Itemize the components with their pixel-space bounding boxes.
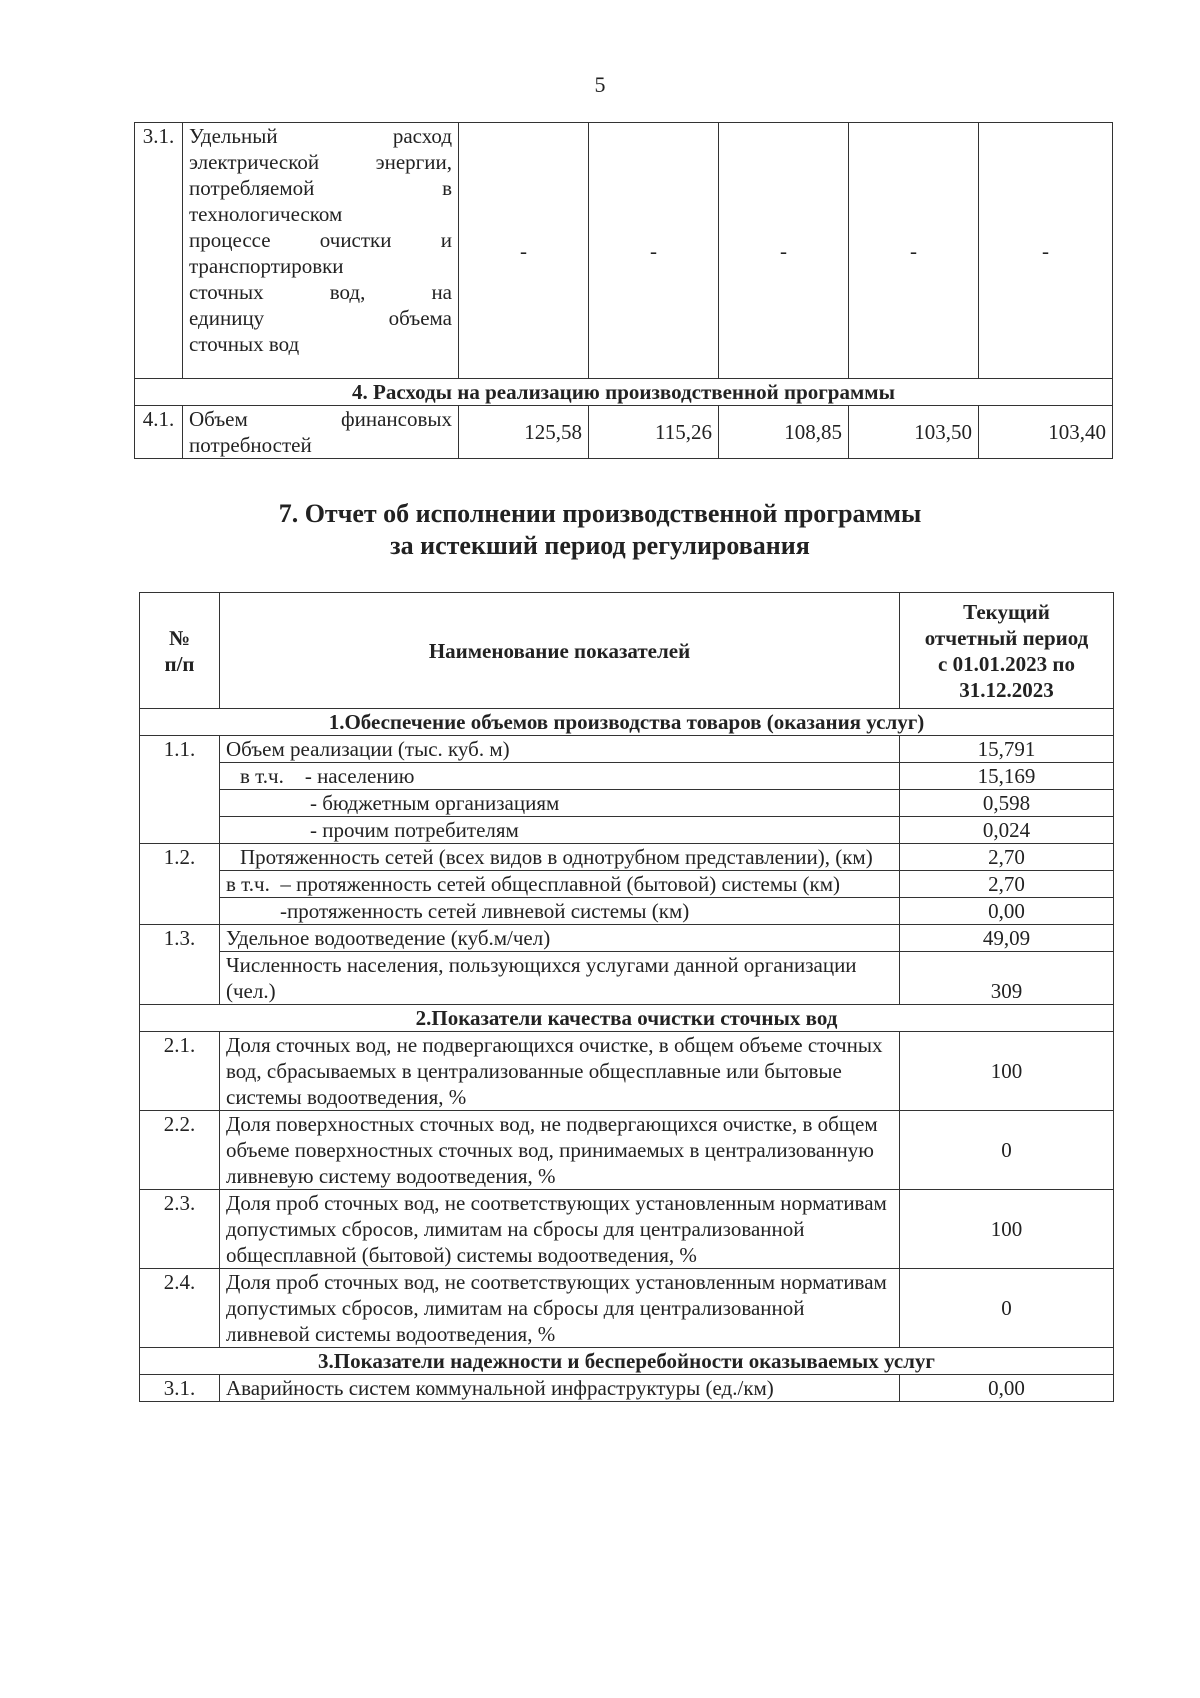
row-number: 4.1.	[135, 406, 183, 459]
value-cell: -	[979, 123, 1113, 379]
table-row	[140, 1269, 1114, 1348]
page-number: 5	[594, 72, 606, 97]
name-line: Объем финансовых	[189, 407, 452, 431]
table-row	[135, 123, 1113, 379]
value-cell: 2,70	[900, 844, 1114, 871]
table-row	[140, 925, 1114, 952]
name-line: потребляемой в	[189, 176, 452, 200]
section-heading: 1.Обеспечение объемов производства товаров (оказания услуг)	[140, 709, 1114, 736]
indicator-name: - прочим потребителям	[220, 817, 900, 844]
value-cell: -	[849, 123, 979, 379]
header-num: № п/п	[140, 593, 220, 709]
indicator-name: Численность населения, пользующихся услугами данной организации (чел.)	[220, 952, 900, 1005]
section-row	[140, 1348, 1114, 1375]
table-row	[140, 871, 1114, 898]
value-cell: 108,85	[719, 406, 849, 459]
table-row	[140, 763, 1114, 790]
value-cell: 103,50	[849, 406, 979, 459]
name-line: электрической энергии,	[189, 150, 452, 174]
table-row	[140, 736, 1114, 763]
value-cell: 0,024	[900, 817, 1114, 844]
value-cell: 125,58	[459, 406, 589, 459]
value-cell: 0,00	[900, 1375, 1114, 1402]
name-line: технологическом	[189, 202, 343, 226]
value-cell: 2,70	[900, 871, 1114, 898]
table-row	[140, 1032, 1114, 1111]
table-row	[140, 790, 1114, 817]
section-row	[140, 1005, 1114, 1032]
report-title	[0, 498, 1200, 562]
value-cell: 0	[900, 1269, 1114, 1348]
name-line: потребностей	[189, 433, 312, 457]
section-heading: 2.Показатели качества очистки сточных вод	[140, 1005, 1114, 1032]
row-number: 1.3.	[140, 925, 220, 1005]
indicator-name: -протяженность сетей ливневой системы (км)	[220, 898, 900, 925]
indicator-name: Протяженность сетей (всех видов в однотрубном представлении), (км)	[220, 844, 900, 871]
table-row	[135, 406, 1113, 459]
indicator-name: в т.ч. – протяженность сетей общесплавной (бытовой) системы (км)	[220, 871, 900, 898]
row-number: 3.1.	[140, 1375, 220, 1402]
indicator-name: в т.ч. - населению	[220, 763, 900, 790]
indicator-name: Аварийность систем коммунальной инфраструктуры (ед./км)	[220, 1375, 900, 1402]
table-row	[140, 1375, 1114, 1402]
table-row	[140, 898, 1114, 925]
header-name: Наименование показателей	[220, 593, 900, 709]
name-line: единицу объема	[189, 306, 452, 330]
row-number: 2.4.	[140, 1269, 220, 1348]
value-cell: -	[589, 123, 719, 379]
name-line: Удельный расход	[189, 124, 452, 148]
row-number: 3.1.	[135, 123, 183, 379]
indicator-name: Объем реализации (тыс. куб. м)	[220, 736, 900, 763]
report-table	[139, 592, 1114, 1402]
name-line: сточных вод	[189, 332, 300, 356]
value-cell: -	[719, 123, 849, 379]
row-number: 2.3.	[140, 1190, 220, 1269]
value-cell: 100	[900, 1190, 1114, 1269]
name-line: процессе очистки и	[189, 228, 452, 252]
value-cell: 15,169	[900, 763, 1114, 790]
indicator-name: Доля проб сточных вод, не соответствующих установленным нормативам допустимых сбросов, лимитам на сбросы для централизованной общесплавной (бытовой) системы водоотведения, %	[220, 1190, 900, 1269]
value-cell: 309	[900, 952, 1114, 1005]
section-row	[135, 379, 1113, 406]
table-row	[140, 1190, 1114, 1269]
title-line: 7. Отчет об исполнении производственной программы	[278, 499, 922, 528]
row-number: 2.1.	[140, 1032, 220, 1111]
value-cell: 100	[900, 1032, 1114, 1111]
value-cell: 0	[900, 1111, 1114, 1190]
indicator-name: Удельное водоотведение (куб.м/чел)	[220, 925, 900, 952]
value-cell: 49,09	[900, 925, 1114, 952]
indicator-name: - бюджетным организациям	[220, 790, 900, 817]
section-heading: 3.Показатели надежности и бесперебойности оказываемых услуг	[140, 1348, 1114, 1375]
header-row	[140, 593, 1114, 709]
value-cell: 15,791	[900, 736, 1114, 763]
header-period: Текущий отчетный период с 01.01.2023 по 31.12.2023	[900, 593, 1114, 709]
value-cell: 103,40	[979, 406, 1113, 459]
section-row	[140, 709, 1114, 736]
row-number: 2.2.	[140, 1111, 220, 1190]
row-number: 1.2.	[140, 844, 220, 925]
table-row	[140, 1111, 1114, 1190]
title-line: за истекший период регулирования	[390, 531, 810, 560]
indicator-name	[183, 123, 459, 379]
top-table	[134, 122, 1113, 459]
indicator-name	[183, 406, 459, 459]
value-cell: -	[459, 123, 589, 379]
table-row	[140, 844, 1114, 871]
indicator-name: Доля проб сточных вод, не соответствующих установленным нормативам допустимых сбросов, лимитам на сбросы для централизованной ливневой системы водоотведения, %	[220, 1269, 900, 1348]
row-number: 1.1.	[140, 736, 220, 844]
table-row	[140, 952, 1114, 1005]
name-line: транспортировки	[189, 254, 344, 278]
indicator-name: Доля сточных вод, не подвергающихся очистке, в общем объеме сточных вод, сбрасываемых в централизованные общесплавные или бытовые системы водоотведения, %	[220, 1032, 900, 1111]
value-cell: 0,598	[900, 790, 1114, 817]
indicator-name: Доля поверхностных сточных вод, не подвергающихся очистке, в общем объеме поверхностных сточных вод, принимаемых в централизованную ливневую систему водоотведения, %	[220, 1111, 900, 1190]
value-cell: 115,26	[589, 406, 719, 459]
value-cell: 0,00	[900, 898, 1114, 925]
name-line: сточных вод, на	[189, 280, 452, 304]
table-row	[140, 817, 1114, 844]
section-heading: 4. Расходы на реализацию производственной программы	[135, 379, 1113, 406]
